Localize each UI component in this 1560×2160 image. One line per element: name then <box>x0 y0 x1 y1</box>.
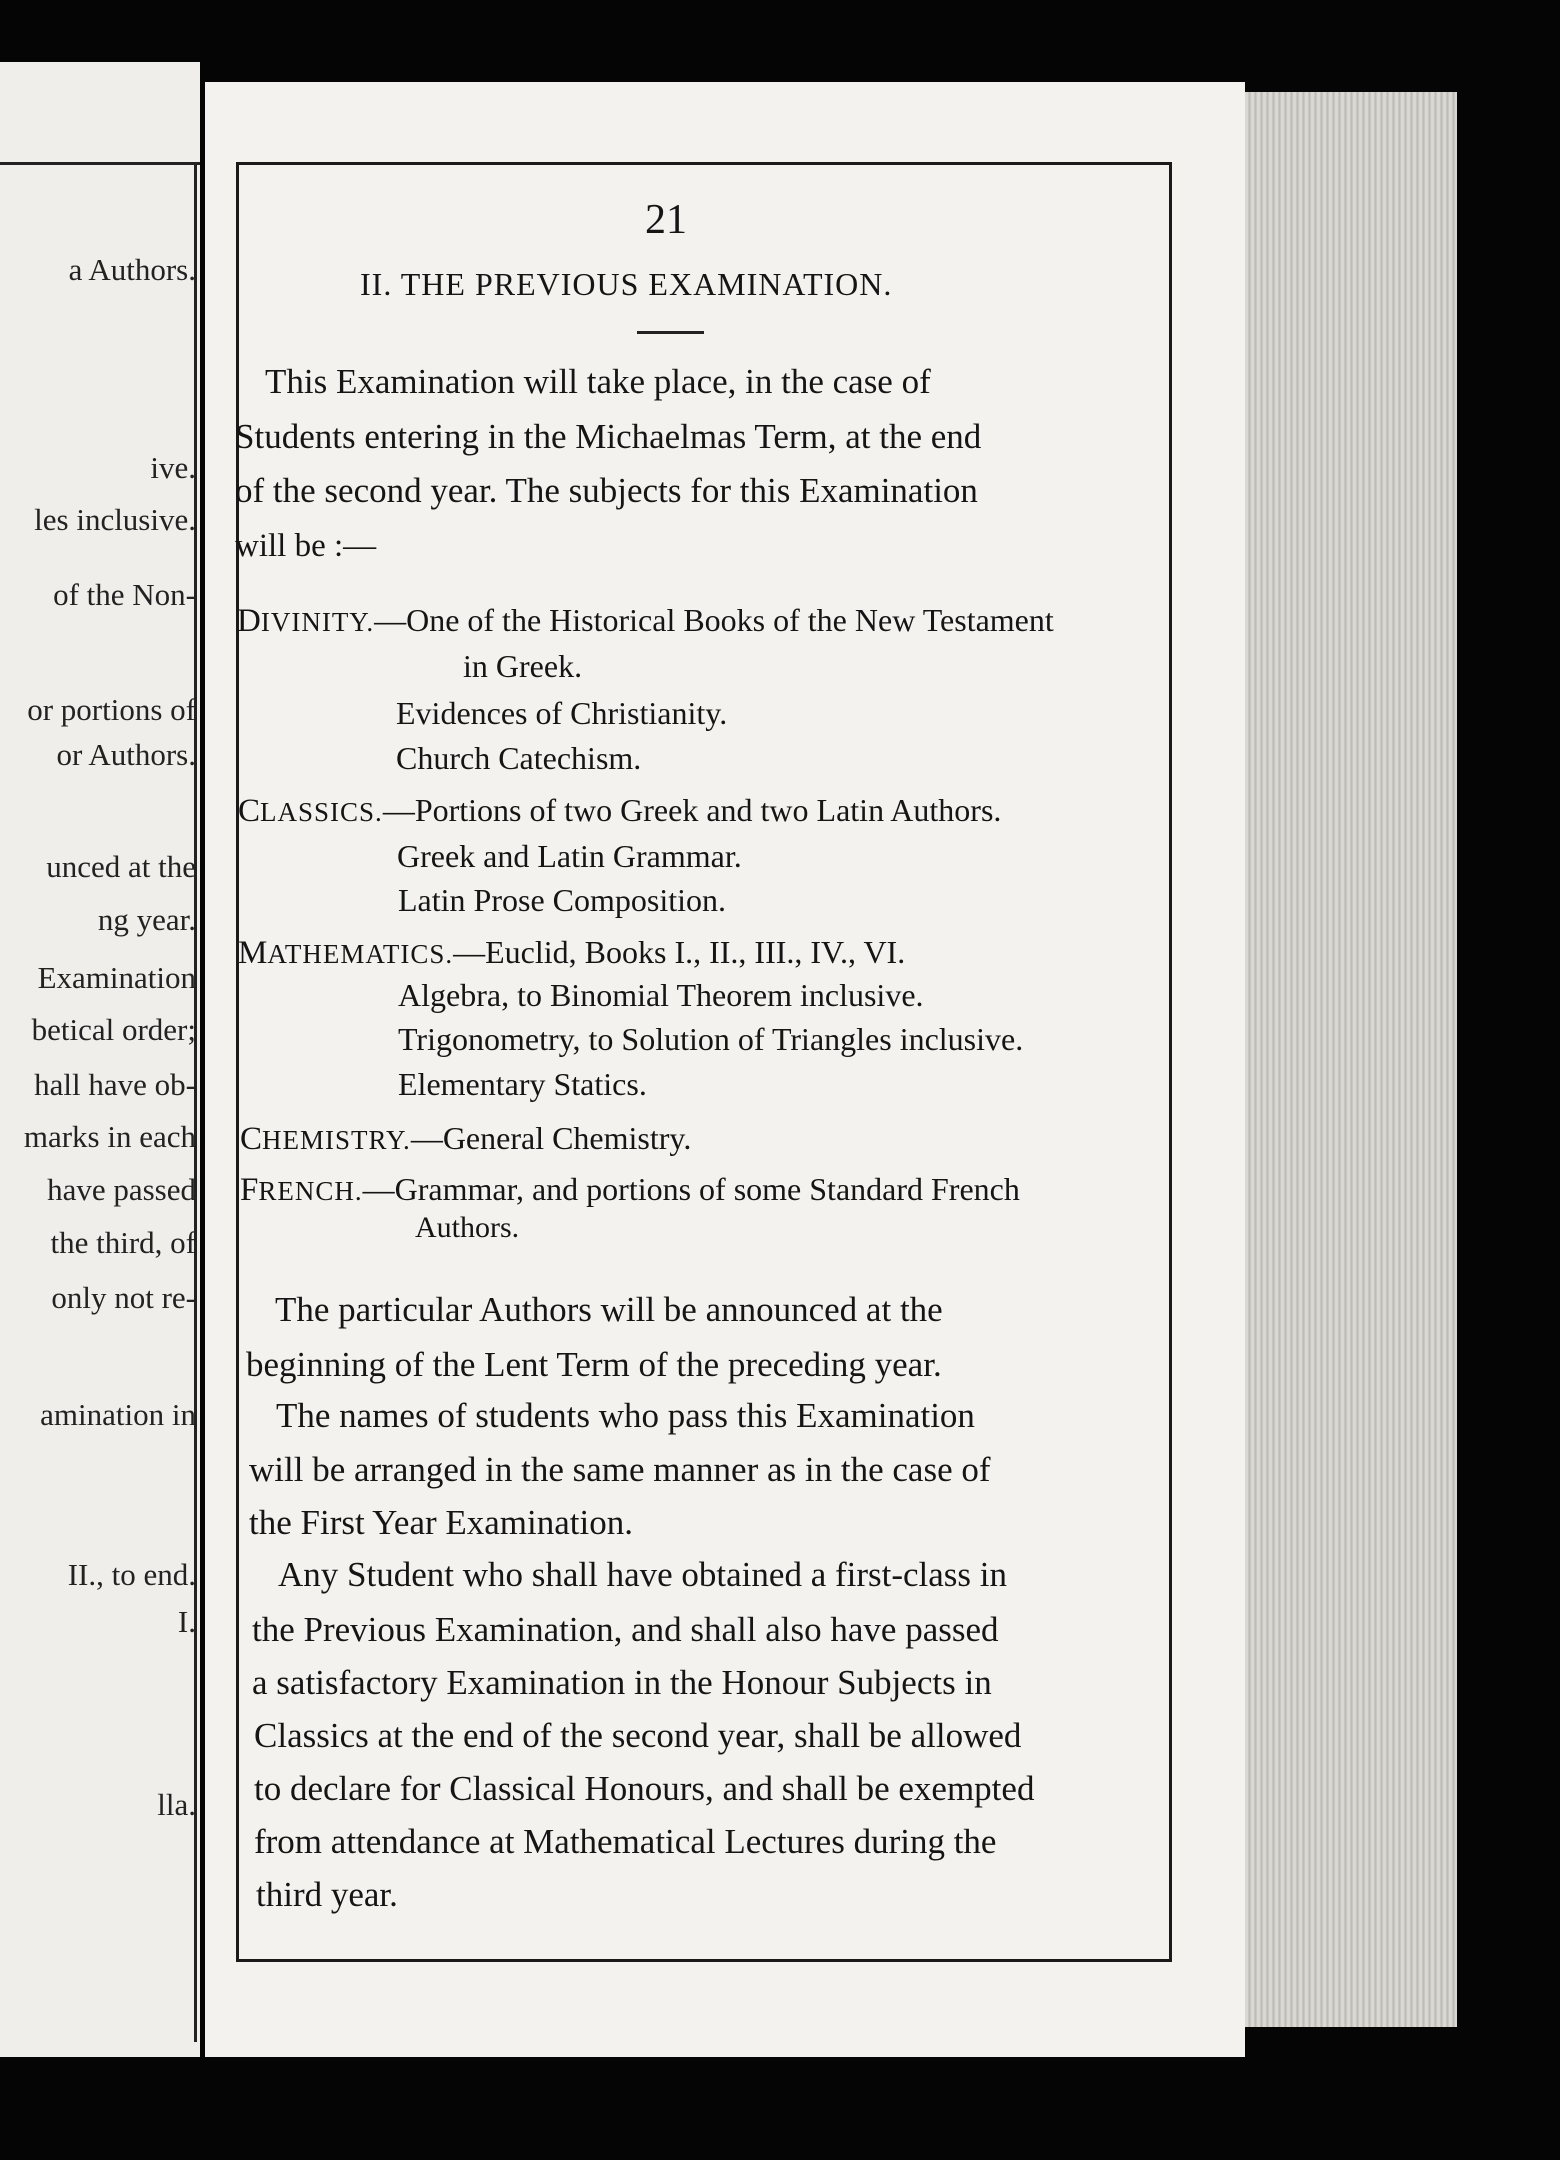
intro-line: will be :— <box>235 528 377 564</box>
subject-line: Trigonometry, to Solution of Triangles inclusive. <box>398 1021 1024 1057</box>
left-page-line: amination in <box>40 1397 196 1432</box>
paragraph-line: Classics at the end of the second year, shall be allowed <box>254 1716 1022 1755</box>
left-page-line: II., to end. <box>67 1557 196 1592</box>
subject-label-rest: RENCH. <box>258 1176 363 1206</box>
left-page-line: I. <box>177 1604 196 1639</box>
subject-label-cap: C <box>238 793 261 829</box>
heading-rule <box>637 331 704 334</box>
subject-french <box>240 1171 1020 1209</box>
subject-line: Grammar, and portions of some Standard French <box>394 1171 1020 1207</box>
subject-line: Authors. <box>415 1211 520 1244</box>
left-page-line: hall have ob- <box>34 1067 196 1102</box>
subject-line: Euclid, Books I., II., III., IV., VI. <box>485 934 906 970</box>
left-page-line: ng year. <box>97 902 196 937</box>
paragraph-line: from attendance at Mathematical Lectures during the <box>254 1822 997 1861</box>
subject-line: Evidences of Christianity. <box>396 695 728 731</box>
left-page-line: or Authors. <box>56 737 196 772</box>
paragraph-line: to declare for Classical Honours, and shall be exempted <box>254 1769 1035 1808</box>
left-page-line: lla. <box>157 1787 196 1822</box>
left-page-line: les inclusive. <box>34 502 196 537</box>
paragraph-line: The particular Authors will be announced at the <box>275 1290 943 1329</box>
left-page-line: or portions of <box>27 692 196 727</box>
subject-chemistry <box>240 1120 691 1158</box>
subject-dash: — <box>382 792 415 828</box>
subject-line: Church Catechism. <box>396 740 642 776</box>
left-page-line: of the Non- <box>53 577 196 612</box>
subject-label-rest: HEMISTRY. <box>262 1125 411 1155</box>
left-page-line: have passed <box>47 1172 196 1207</box>
paragraph-line: will be arranged in the same manner as in the case of <box>249 1450 991 1489</box>
left-page <box>0 62 200 2057</box>
subject-label-rest: ATHEMATICS. <box>267 939 454 969</box>
left-page-line: the third, of <box>50 1225 196 1260</box>
subject-dash: — <box>374 602 407 638</box>
left-page-line: ive. <box>150 450 196 485</box>
intro-line: of the second year. The subjects for this Examination <box>235 471 978 510</box>
subject-line: Portions of two Greek and two Latin Authors. <box>414 792 1002 828</box>
left-page-line: unced at the <box>46 849 196 884</box>
subject-dash: — <box>362 1171 395 1207</box>
subject-label-cap: D <box>237 603 261 639</box>
left-page-line: only not re- <box>51 1280 196 1315</box>
intro-line: This Examination will take place, in the case of <box>265 362 931 401</box>
page-number: 21 <box>645 197 687 243</box>
subject-line: Greek and Latin Grammar. <box>397 838 742 874</box>
left-page-line: marks in each <box>23 1119 196 1154</box>
paragraph-line: The names of students who pass this Examination <box>276 1396 975 1435</box>
subject-label-cap: F <box>240 1172 259 1208</box>
paragraph-line: a satisfactory Examination in the Honour Subjects in <box>252 1663 992 1702</box>
left-page-line: a Authors. <box>68 252 196 287</box>
subject-label-rest: LASSICS. <box>260 797 383 827</box>
subject-line: One of the Historical Books of the New Testament <box>406 602 1054 638</box>
subject-classics <box>238 792 1001 830</box>
intro-line: Students entering in the Michaelmas Term, at the end <box>235 417 982 456</box>
subject-divinity <box>237 602 1054 640</box>
left-page-line: betical order; <box>31 1012 196 1047</box>
subject-dash: — <box>453 934 486 970</box>
subject-line: Latin Prose Composition. <box>398 882 726 918</box>
paragraph-line: third year. <box>256 1875 398 1914</box>
section-heading: II. THE PREVIOUS EXAMINATION. <box>360 266 893 302</box>
paragraph-line: the Previous Examination, and shall also have passed <box>252 1610 999 1649</box>
subject-line: Algebra, to Binomial Theorem inclusive. <box>398 977 924 1013</box>
subject-line: in Greek. <box>463 648 583 684</box>
subject-dash: — <box>410 1120 443 1156</box>
page-edges <box>1245 92 1457 2027</box>
subject-line: Elementary Statics. <box>398 1066 647 1102</box>
left-page-line: Examination <box>37 960 196 995</box>
subject-label-cap: M <box>238 935 268 971</box>
paragraph-line: the First Year Examination. <box>249 1503 633 1542</box>
subject-line: General Chemistry. <box>442 1120 692 1156</box>
subject-mathematics <box>238 934 905 972</box>
subject-label-cap: C <box>240 1121 263 1157</box>
left-page-rule <box>0 162 200 165</box>
paragraph-line: beginning of the Lent Term of the preceding year. <box>246 1345 942 1384</box>
paragraph-line: Any Student who shall have obtained a first-class in <box>278 1555 1008 1594</box>
subject-label-rest: IVINITY. <box>260 607 375 637</box>
